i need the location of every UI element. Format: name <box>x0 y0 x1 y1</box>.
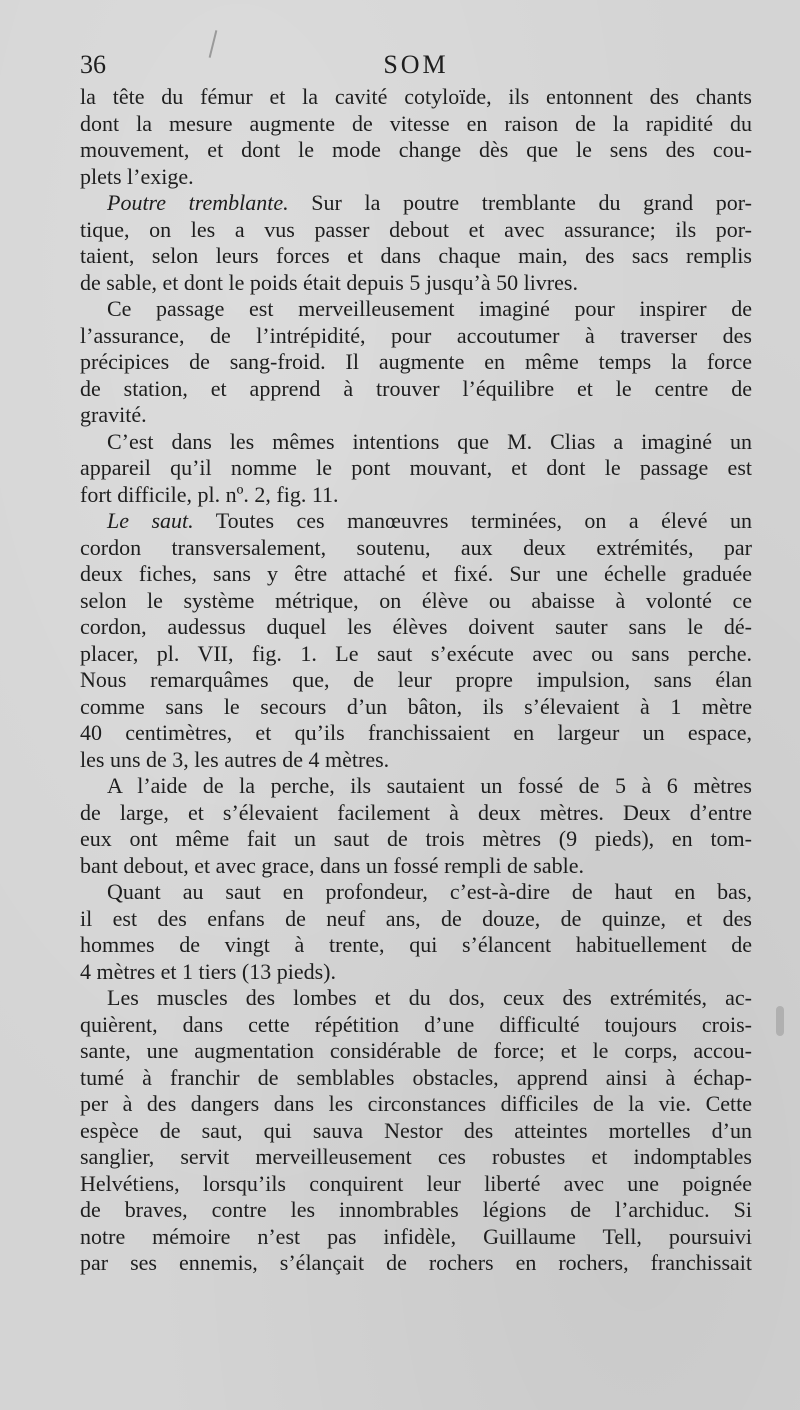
line-text: cordon, audessus duquel les élèves doivent sauter sans le dé- <box>80 614 752 639</box>
line-text: cordon transversalement, soutenu, aux deux extrémités, par <box>80 534 752 560</box>
text-line <box>80 959 752 986</box>
line-text: selon le système métrique, on élève ou abaisse à volonté ce <box>80 587 752 613</box>
text-line <box>80 641 752 668</box>
line-text: Ce passage est merveilleusement imaginé pour inspirer de <box>107 296 752 321</box>
text-line <box>80 349 752 376</box>
line-text: 40 centimètres, et qu’ils franchissaient en largeur un espace, <box>80 720 752 745</box>
line-text: de braves, contre les innombrables légions de l’archiduc. Si <box>80 1197 752 1222</box>
text-line <box>80 508 752 535</box>
line-text: deux fiches, sans y être attaché et fixé. Sur une échelle graduée <box>80 561 752 586</box>
text-line <box>80 932 752 959</box>
line-text: per à des dangers dans les circonstances difficiles de la vie. Cette <box>80 1091 752 1116</box>
line-text: appareil qu’il nomme le pont mouvant, et dont le passage est <box>80 455 752 480</box>
line-text: de station, et apprend à trouver l’équilibre et le centre de <box>80 375 752 401</box>
section-heading: Le saut. <box>107 508 194 533</box>
text-line <box>80 853 752 880</box>
text-line <box>80 482 752 509</box>
text-line <box>80 1038 752 1065</box>
line-text: de sable, et dont le poids était depuis 5 jusqu’à 50 livres. <box>80 269 578 295</box>
line-text: par ses ennemis, s’élançait de rochers en rochers, franchissait <box>80 1250 752 1275</box>
text-line <box>80 217 752 244</box>
line-text: plets l’exige. <box>80 163 194 189</box>
text-line <box>80 296 752 323</box>
text-line <box>80 985 752 1012</box>
line-text: taient, selon leurs forces et dans chaque main, des sacs remplis <box>80 243 752 268</box>
text-line <box>80 1250 752 1277</box>
line-text: tique, on les a vus passer debout et avec assurance; ils por- <box>80 216 752 242</box>
ink-mark <box>776 1006 784 1036</box>
text-line <box>80 826 752 853</box>
text-line <box>80 773 752 800</box>
text-line <box>80 376 752 403</box>
text-line <box>80 535 752 562</box>
line-text: comme sans le secours d’un bâton, ils s’élevaient à 1 mètre <box>80 693 752 719</box>
text-line <box>80 323 752 350</box>
text-line <box>80 906 752 933</box>
running-head: SOM <box>383 50 449 79</box>
line-text: notre mémoire n’est pas infidèle, Guillaume Tell, poursuivi <box>80 1223 752 1249</box>
line-text: Toutes ces manœuvres terminées, on a élevé un <box>193 508 752 533</box>
text-line <box>80 270 752 297</box>
text-line <box>80 164 752 191</box>
line-text: espèce de saut, qui sauva Nestor des atteintes mortelles d’un <box>80 1117 752 1143</box>
text-line <box>80 190 752 217</box>
text-line <box>80 1065 752 1092</box>
line-text: les uns de 3, les autres de 4 mètres. <box>80 746 390 772</box>
text-line <box>80 720 752 747</box>
text-line <box>80 455 752 482</box>
line-text: il est des enfans de neuf ans, de douze, de quinze, et des <box>80 905 752 931</box>
line-text: bant debout, et avec grace, dans un fossé rempli de sable. <box>80 852 584 878</box>
text-line <box>80 1091 752 1118</box>
line-text: C’est dans les mêmes intentions que M. Clias a imaginé un <box>107 428 752 454</box>
line-text: Sur la poutre tremblante du grand por- <box>288 190 752 215</box>
line-text: hommes de vingt à trente, qui s’élancent habituellement de <box>80 932 752 957</box>
line-text: gravité. <box>80 402 147 427</box>
line-text: mouvement, et dont le mode change dès que le sens des cou- <box>80 137 752 162</box>
line-text: précipices de sang-froid. Il augmente en même temps la force <box>80 349 752 374</box>
text-line <box>80 1118 752 1145</box>
line-text: sante, une augmentation considérable de force; et le corps, accou- <box>80 1038 752 1063</box>
line-text: fort difficile, pl. nº. 2, fig. 11. <box>80 481 339 507</box>
line-text: Quant au saut en profondeur, c’est-à-dire de haut en bas, <box>107 879 752 904</box>
line-text: l’assurance, de l’intrépidité, pour accoutumer à traverser des <box>80 322 752 348</box>
text-line <box>80 429 752 456</box>
text-line <box>80 1171 752 1198</box>
line-text: eux ont même fait un saut de trois mètres (9 pieds), en tom- <box>80 826 752 851</box>
text-line <box>80 84 752 111</box>
text-line <box>80 137 752 164</box>
body-text <box>80 84 752 1277</box>
text-line <box>80 111 752 138</box>
text-line <box>80 694 752 721</box>
line-text: 4 mètres et 1 tiers (13 pieds). <box>80 958 336 984</box>
text-line <box>80 1012 752 1039</box>
text-line <box>80 1197 752 1224</box>
text-line <box>80 1224 752 1251</box>
line-text: dont la mesure augmente de vitesse en raison de la rapidité du <box>80 110 752 136</box>
text-line <box>80 879 752 906</box>
line-text: la tête du fémur et la cavité cotyloïde, ils entonnent des chants <box>80 84 752 109</box>
line-text: de large, et s’élevaient facilement à deux mètres. Deux d’entre <box>80 799 752 825</box>
text-line <box>80 800 752 827</box>
text-line <box>80 402 752 429</box>
text-line <box>80 1144 752 1171</box>
line-text: sanglier, servit merveilleusement ces robustes et indomptables <box>80 1144 752 1169</box>
text-line <box>80 614 752 641</box>
text-line <box>80 561 752 588</box>
page-number: 36 <box>80 50 106 79</box>
line-text: Les muscles des lombes et du dos, ceux des extrémités, ac- <box>107 985 752 1010</box>
text-line <box>80 667 752 694</box>
line-text: A l’aide de la perche, ils sautaient un fossé de 5 à 6 mètres <box>107 773 752 798</box>
line-text: tumé à franchir de semblables obstacles, apprend ainsi à échap- <box>80 1064 752 1090</box>
text-line <box>80 243 752 270</box>
line-text: Nous remarquâmes que, de leur propre impulsion, sans élan <box>80 667 752 692</box>
line-text: quièrent, dans cette répétition d’une difficulté toujours crois- <box>80 1011 752 1037</box>
line-text: placer, pl. VII, fig. 1. Le saut s’exécute avec ou sans perche. <box>80 640 752 666</box>
text-line <box>80 588 752 615</box>
section-heading: Poutre tremblante. <box>107 190 289 215</box>
line-text: Helvétiens, lorsqu’ils conquirent leur liberté avec une poignée <box>80 1170 752 1196</box>
text-line <box>80 747 752 774</box>
